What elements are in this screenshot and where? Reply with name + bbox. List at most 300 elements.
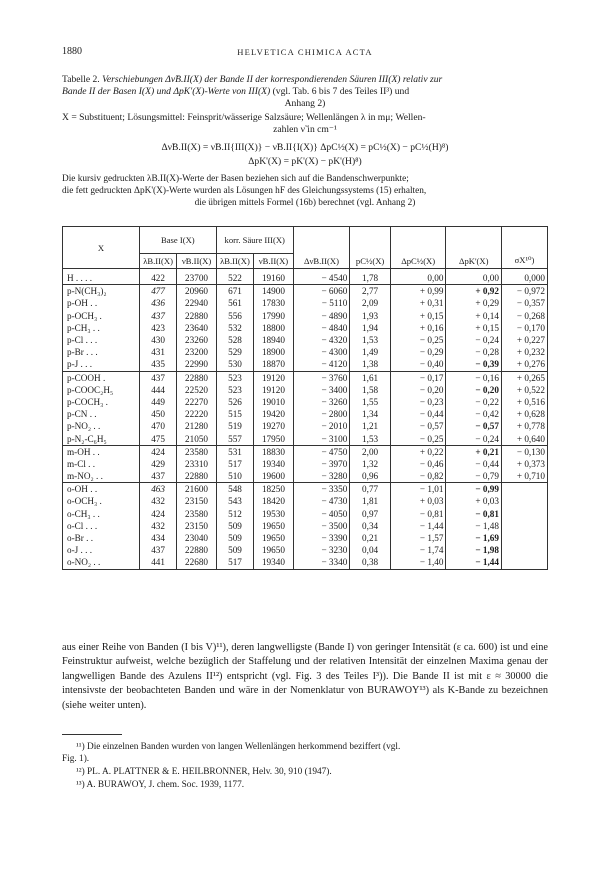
cell-delta-pk: − 0,22 — [446, 396, 502, 408]
cell-sigma — [501, 495, 547, 507]
cell-delta-pc: − 0,23 — [390, 396, 446, 408]
legend-line-2: zahlen ν̃ in cm⁻¹ — [273, 124, 337, 135]
footnote-13: ¹³) A. BURAWOY, J. chem. Soc. 1939, 1177. — [76, 780, 245, 790]
cell-pc: 1,78 — [350, 269, 391, 285]
cell-substituent: m-Cl . . — [63, 458, 140, 470]
cell-delta-pc: − 1,44 — [390, 520, 446, 532]
cell-lambda-acid: 523 — [216, 371, 253, 384]
cell-delta-nu: − 3100 — [293, 432, 350, 445]
cell-lambda-base: 477 — [139, 285, 176, 298]
cell-lambda-acid: 543 — [216, 495, 253, 507]
table-row — [63, 396, 548, 408]
cell-substituent: p-COOH . — [63, 371, 140, 384]
cell-delta-pk: − 0,79 — [446, 470, 502, 483]
cell-delta-pc: − 0,81 — [390, 508, 446, 520]
cell-nu-base: 22880 — [177, 310, 217, 322]
footnote-11-line-2: Fig. 1). — [62, 754, 90, 764]
col-header-nu-base: ν̃B.II(X) — [177, 254, 217, 269]
cell-pc: 1,21 — [350, 420, 391, 432]
cell-pc: 0,21 — [350, 532, 391, 544]
cell-nu-base: 21600 — [177, 483, 217, 496]
col-header-blank-2 — [350, 227, 391, 254]
table-row — [63, 508, 548, 520]
cell-pc: 1,58 — [350, 384, 391, 396]
col-header-blank-3 — [390, 227, 446, 254]
cell-delta-pk: − 0,39 — [446, 358, 502, 371]
cell-lambda-base: 436 — [139, 297, 176, 309]
caption-line2-suffix: (vgl. Tab. 6 bis 7 des Teiles II³) und — [270, 86, 410, 97]
journal-name: HELVETICA CHIMICA ACTA — [237, 47, 373, 57]
cell-nu-base: 22940 — [177, 297, 217, 309]
cell-sigma: + 0,265 — [501, 371, 547, 384]
cell-sigma: − 0,170 — [501, 322, 547, 334]
cell-lambda-acid: 671 — [216, 285, 253, 298]
table-row — [63, 384, 548, 396]
data-table — [62, 226, 548, 570]
cell-pc: 0,38 — [350, 556, 391, 569]
cell-substituent: p-CN . . — [63, 408, 140, 420]
col-header-blank-5 — [501, 227, 547, 254]
cell-delta-pc: + 0,99 — [390, 285, 446, 298]
cell-substituent: H . . . . — [63, 269, 140, 285]
cell-pc: 1,53 — [350, 432, 391, 445]
cell-lambda-acid: 532 — [216, 322, 253, 334]
cell-substituent: o-Cl . . . — [63, 520, 140, 532]
cell-lambda-acid: 530 — [216, 358, 253, 371]
col-header-lambda-acid: λB.II(X) — [216, 254, 253, 269]
cell-delta-nu: − 4120 — [293, 358, 350, 371]
cell-delta-pk: + 0,29 — [446, 297, 502, 309]
cell-delta-pc: 0,00 — [390, 269, 446, 285]
cell-lambda-base: 430 — [139, 334, 176, 346]
cell-sigma — [501, 508, 547, 520]
cell-delta-nu: − 4050 — [293, 508, 350, 520]
cell-nu-acid: 19650 — [254, 532, 294, 544]
cell-delta-nu: − 2010 — [293, 420, 350, 432]
cell-pc: 0,04 — [350, 544, 391, 556]
cell-lambda-base: 441 — [139, 556, 176, 569]
cell-delta-pk: + 0,92 — [446, 285, 502, 298]
cell-pc: 1,49 — [350, 346, 391, 358]
cell-delta-pc: − 0,82 — [390, 470, 446, 483]
cell-delta-pk: − 0,24 — [446, 334, 502, 346]
cell-pc: 2,09 — [350, 297, 391, 309]
cell-lambda-base: 432 — [139, 495, 176, 507]
cell-nu-acid: 19600 — [254, 470, 294, 483]
table-row — [63, 556, 548, 569]
cell-sigma: − 0,268 — [501, 310, 547, 322]
cell-pc: 1,38 — [350, 358, 391, 371]
table-row — [63, 371, 548, 384]
table-row — [63, 445, 548, 458]
cell-lambda-base: 432 — [139, 520, 176, 532]
cell-substituent: p-Br . . . — [63, 346, 140, 358]
cell-sigma — [501, 556, 547, 569]
cell-lambda-acid: 512 — [216, 508, 253, 520]
cell-substituent: m-OH . . — [63, 445, 140, 458]
cell-delta-pk: − 1,48 — [446, 520, 502, 532]
table-row — [63, 297, 548, 309]
cell-nu-acid: 18940 — [254, 334, 294, 346]
col-header-blank-1 — [293, 227, 350, 254]
table-row — [63, 285, 548, 298]
cell-nu-acid: 19650 — [254, 544, 294, 556]
cell-nu-acid: 18250 — [254, 483, 294, 496]
cell-lambda-base: 423 — [139, 322, 176, 334]
caption-prefix: Tabelle 2. — [62, 74, 103, 85]
cell-nu-base: 22990 — [177, 358, 217, 371]
note-line-3: die übrigen mittels Formel (16b) berechnet (vgl. Anhang 2) — [194, 198, 416, 208]
cell-sigma: − 0,972 — [501, 285, 547, 298]
cell-nu-acid: 19270 — [254, 420, 294, 432]
cell-lambda-base: 437 — [139, 371, 176, 384]
cell-substituent: o-J . . . — [63, 544, 140, 556]
cell-lambda-base: 424 — [139, 445, 176, 458]
cell-delta-pc: + 0,16 — [390, 322, 446, 334]
cell-lambda-acid: 561 — [216, 297, 253, 309]
cell-delta-pk: − 0,24 — [446, 432, 502, 445]
cell-delta-pk: + 0,03 — [446, 495, 502, 507]
col-header-delta-nu: Δν̃B.II(X) — [293, 254, 350, 269]
cell-substituent: m-NO₂ . . — [63, 470, 140, 483]
cell-pc: 1,32 — [350, 458, 391, 470]
footnote-rule — [62, 734, 122, 735]
cell-lambda-acid: 526 — [216, 396, 253, 408]
page-header — [62, 46, 548, 60]
cell-nu-base: 23200 — [177, 346, 217, 358]
cell-lambda-base: 429 — [139, 458, 176, 470]
cell-delta-nu: − 3280 — [293, 470, 350, 483]
cell-nu-acid: 19010 — [254, 396, 294, 408]
cell-substituent: p-COOC₂H₅ — [63, 384, 140, 396]
col-header-lambda-base: λB.II(X) — [139, 254, 176, 269]
cell-nu-acid: 18870 — [254, 358, 294, 371]
footnote-12: ¹²) PL. A. PLATTNER & E. HEILBRONNER, Helv. 30, 910 (1947). — [76, 767, 332, 777]
cell-delta-pc: + 0,03 — [390, 495, 446, 507]
cell-delta-pk: − 1,98 — [446, 544, 502, 556]
col-header-delta-pk: ΔpK'(X) — [446, 254, 502, 269]
cell-delta-pc: + 0,22 — [390, 445, 446, 458]
cell-nu-base: 23700 — [177, 269, 217, 285]
cell-lambda-base: 450 — [139, 408, 176, 420]
cell-delta-pc: + 0,31 — [390, 297, 446, 309]
cell-nu-base: 20960 — [177, 285, 217, 298]
cell-nu-base: 23310 — [177, 458, 217, 470]
cell-nu-acid: 19530 — [254, 508, 294, 520]
cell-delta-pc: + 0,15 — [390, 310, 446, 322]
cell-sigma: + 0,710 — [501, 470, 547, 483]
table-row — [63, 420, 548, 432]
cell-nu-base: 22220 — [177, 408, 217, 420]
table-row — [63, 495, 548, 507]
cell-delta-pc: − 0,29 — [390, 346, 446, 358]
cell-substituent: o-OH . . — [63, 483, 140, 496]
cell-sigma: + 0,276 — [501, 358, 547, 371]
cell-substituent: p-N₂-C₆H₅ — [63, 432, 140, 445]
table-caption — [62, 74, 548, 110]
cell-substituent: o-NO₂ . . — [63, 556, 140, 569]
cell-delta-pk: 0,00 — [446, 269, 502, 285]
cell-delta-pc: − 0,17 — [390, 371, 446, 384]
cell-delta-pc: − 0,57 — [390, 420, 446, 432]
cell-pc: 0,96 — [350, 470, 391, 483]
note-line-2: die fett gedruckten ΔpK'(X)-Werte wurden als Lösungen hF des Gleichungssystems (15) erhalten, — [62, 186, 427, 196]
table-row — [63, 322, 548, 334]
cell-substituent: p-OCH₃ . — [63, 310, 140, 322]
cell-delta-pk: − 0,57 — [446, 420, 502, 432]
cell-sigma: + 0,640 — [501, 432, 547, 445]
cell-pc: 1,53 — [350, 334, 391, 346]
cell-nu-acid: 17990 — [254, 310, 294, 322]
cell-lambda-acid: 515 — [216, 408, 253, 420]
cell-pc: 1,94 — [350, 322, 391, 334]
cell-delta-nu: − 4890 — [293, 310, 350, 322]
cell-lambda-acid: 528 — [216, 334, 253, 346]
cell-delta-nu: − 4300 — [293, 346, 350, 358]
cell-sigma: + 0,232 — [501, 346, 547, 358]
cell-nu-acid: 19160 — [254, 269, 294, 285]
cell-delta-nu: − 4540 — [293, 269, 350, 285]
cell-delta-pc: − 1,74 — [390, 544, 446, 556]
cell-delta-pk: − 0,42 — [446, 408, 502, 420]
col-header-x: X — [63, 227, 140, 269]
cell-lambda-base: 444 — [139, 384, 176, 396]
cell-nu-acid: 18830 — [254, 445, 294, 458]
cell-nu-acid: 19120 — [254, 384, 294, 396]
cell-delta-nu: − 3970 — [293, 458, 350, 470]
cell-lambda-base: 437 — [139, 544, 176, 556]
cell-pc: 0,34 — [350, 520, 391, 532]
formula-line-1: Δν̃B.II(X) = ν̃B.II{III(X)} − ν̃B.II{I(X)} ΔpC½(X) = pC½(X) − pC½(H)⁸) — [161, 142, 449, 153]
cell-delta-pc: − 0,44 — [390, 408, 446, 420]
formula-line-2: ΔpK'(X) = pK'(X) − pK'(H)⁸) — [248, 156, 362, 167]
cell-delta-pc: − 0,46 — [390, 458, 446, 470]
cell-sigma: + 0,522 — [501, 384, 547, 396]
cell-delta-nu: − 2800 — [293, 408, 350, 420]
cell-delta-pk: − 0,99 — [446, 483, 502, 496]
cell-lambda-base: 434 — [139, 532, 176, 544]
cell-sigma: − 0,130 — [501, 445, 547, 458]
cell-delta-pc: − 0,40 — [390, 358, 446, 371]
cell-substituent: p-CH₃ . . — [63, 322, 140, 334]
cell-sigma: + 0,628 — [501, 408, 547, 420]
cell-delta-nu: − 3260 — [293, 396, 350, 408]
table-row — [63, 310, 548, 322]
table-row — [63, 269, 548, 285]
cell-lambda-base: 475 — [139, 432, 176, 445]
cell-lambda-base: 431 — [139, 346, 176, 358]
cell-lambda-acid: 529 — [216, 346, 253, 358]
table-row — [63, 432, 548, 445]
cell-delta-nu: − 3350 — [293, 483, 350, 496]
cell-lambda-acid: 517 — [216, 556, 253, 569]
cell-sigma — [501, 544, 547, 556]
cell-lambda-acid: 509 — [216, 520, 253, 532]
caption-line2: Bande II der Basen I(X) und ΔpK'(X)-Werte von III(X) — [62, 86, 271, 97]
cell-nu-base: 22270 — [177, 396, 217, 408]
col-header-delta-pc: ΔpC½(X) — [390, 254, 446, 269]
table-row — [63, 483, 548, 496]
cell-substituent: p-OH . . — [63, 297, 140, 309]
cell-lambda-acid: 509 — [216, 532, 253, 544]
cell-sigma: + 0,373 — [501, 458, 547, 470]
cell-lambda-acid: 548 — [216, 483, 253, 496]
cell-delta-pk: − 1,69 — [446, 532, 502, 544]
table-row — [63, 470, 548, 483]
cell-lambda-acid: 556 — [216, 310, 253, 322]
col-header-base: Base I(X) — [139, 227, 216, 254]
body-paragraph: aus einer Reihe von Banden (I bis V)¹¹), deren langwelligste (Bande I) von geringer Intensität (ε ca. 600) ist und eine Feinstruktur aufweist, welche bezüglich der Staffelung und der relativen Intensität der einzelnen Maxima genau der langwelligen Bande des Azulens II¹²) entspricht (vgl. Fig. 3 des Teiles I³)). Die Bande II ist mit ε ≈ 30000 die intensivste der beobachteten Banden und wäre in der Nomenklatur von BURAWOY¹³) als K-Bande zu bezeichnen (siehe weiter unten). — [62, 642, 548, 711]
cell-nu-base: 22880 — [177, 371, 217, 384]
cell-nu-acid: 19420 — [254, 408, 294, 420]
cell-lambda-base: 437 — [139, 310, 176, 322]
cell-delta-pc: − 1,57 — [390, 532, 446, 544]
cell-substituent: p-J . . . — [63, 358, 140, 371]
cell-pc: 1,34 — [350, 408, 391, 420]
cell-pc: 2,00 — [350, 445, 391, 458]
cell-substituent: p-COCH₃ . — [63, 396, 140, 408]
cell-nu-base: 21050 — [177, 432, 217, 445]
cell-substituent: o-CH₃ . . — [63, 508, 140, 520]
cell-lambda-base: 437 — [139, 470, 176, 483]
table-row — [63, 358, 548, 371]
cell-delta-nu: − 3400 — [293, 384, 350, 396]
cell-lambda-base: 424 — [139, 508, 176, 520]
legend-line-1: X = Substituent; Lösungsmittel: Feinsprit/wässerige Salzsäure; Wellenlängen λ in mμ; Wellen- — [62, 112, 426, 123]
cell-delta-nu: − 4750 — [293, 445, 350, 458]
cell-nu-base: 23640 — [177, 322, 217, 334]
cell-delta-nu: − 3340 — [293, 556, 350, 569]
cell-nu-base: 22680 — [177, 556, 217, 569]
table-row — [63, 334, 548, 346]
table-row — [63, 346, 548, 358]
cell-delta-pk: + 0,15 — [446, 322, 502, 334]
cell-delta-nu: − 3390 — [293, 532, 350, 544]
page-number: 1880 — [62, 46, 82, 57]
cell-nu-base: 23150 — [177, 495, 217, 507]
cell-nu-acid: 17830 — [254, 297, 294, 309]
cell-delta-nu: − 3500 — [293, 520, 350, 532]
table-row — [63, 520, 548, 532]
cell-substituent: p-NO₂ . . — [63, 420, 140, 432]
cell-pc: 0,97 — [350, 508, 391, 520]
cell-nu-acid: 18900 — [254, 346, 294, 358]
cell-delta-pk: − 0,81 — [446, 508, 502, 520]
cell-nu-acid: 18420 — [254, 495, 294, 507]
cell-nu-base: 22880 — [177, 470, 217, 483]
cell-pc: 1,55 — [350, 396, 391, 408]
table-row — [63, 458, 548, 470]
cell-lambda-acid: 517 — [216, 458, 253, 470]
cell-substituent: p-N(CH₃)₂ — [63, 285, 140, 298]
cell-lambda-acid: 522 — [216, 269, 253, 285]
cell-nu-base: 23580 — [177, 508, 217, 520]
cell-substituent: o-OCH₃ . — [63, 495, 140, 507]
cell-lambda-acid: 509 — [216, 544, 253, 556]
cell-nu-base: 23260 — [177, 334, 217, 346]
cell-delta-nu: − 5110 — [293, 297, 350, 309]
cell-delta-nu: − 3230 — [293, 544, 350, 556]
cell-sigma — [501, 520, 547, 532]
cell-sigma: + 0,227 — [501, 334, 547, 346]
cell-sigma: − 0,357 — [501, 297, 547, 309]
cell-lambda-base: 435 — [139, 358, 176, 371]
cell-delta-pk: − 1,44 — [446, 556, 502, 569]
col-header-pc: pC½(X) — [350, 254, 391, 269]
cell-sigma — [501, 483, 547, 496]
cell-delta-pc: − 0,25 — [390, 334, 446, 346]
cell-nu-acid: 18800 — [254, 322, 294, 334]
cell-delta-pc: − 1,01 — [390, 483, 446, 496]
cell-lambda-base: 422 — [139, 269, 176, 285]
table-row — [63, 544, 548, 556]
cell-nu-acid: 19120 — [254, 371, 294, 384]
cell-delta-nu: − 4730 — [293, 495, 350, 507]
cell-sigma: 0,000 — [501, 269, 547, 285]
table-body — [63, 269, 548, 570]
cell-delta-nu: − 3760 — [293, 371, 350, 384]
cell-pc: 1,81 — [350, 495, 391, 507]
cell-lambda-acid: 523 — [216, 384, 253, 396]
cell-lambda-acid: 531 — [216, 445, 253, 458]
cell-delta-pk: + 0,21 — [446, 445, 502, 458]
cell-nu-acid: 17950 — [254, 432, 294, 445]
col-header-blank-4 — [446, 227, 502, 254]
cell-nu-base: 22880 — [177, 544, 217, 556]
caption-line1: Verschiebungen Δν̃B.II(X) der Bande II der korrespondierenden Säuren III(X) relativ zur — [102, 74, 443, 85]
cell-sigma — [501, 532, 547, 544]
cell-delta-nu: − 4320 — [293, 334, 350, 346]
cell-pc: 2,77 — [350, 285, 391, 298]
cell-pc: 0,77 — [350, 483, 391, 496]
cell-nu-base: 23150 — [177, 520, 217, 532]
cell-nu-acid: 19650 — [254, 520, 294, 532]
col-header-acid: korr. Säure III(X) — [216, 227, 293, 254]
cell-delta-pc: − 0,25 — [390, 432, 446, 445]
cell-lambda-acid: 557 — [216, 432, 253, 445]
footnote-11-line-1: ¹¹) Die einzelnen Banden wurden von langen Wellenlängen herkommend beziffert (vgl. — [76, 742, 401, 752]
cell-substituent: p-Cl . . . — [63, 334, 140, 346]
caption-line3: Anhang 2) — [284, 98, 326, 109]
cell-nu-base: 22520 — [177, 384, 217, 396]
cell-lambda-acid: 519 — [216, 420, 253, 432]
cell-nu-acid: 19340 — [254, 458, 294, 470]
cell-sigma: + 0,778 — [501, 420, 547, 432]
cell-nu-acid: 19340 — [254, 556, 294, 569]
cell-lambda-base: 449 — [139, 396, 176, 408]
col-header-nu-acid: ν̃B.II(X) — [254, 254, 294, 269]
cell-delta-pc: − 0,20 — [390, 384, 446, 396]
cell-sigma: + 0,516 — [501, 396, 547, 408]
cell-lambda-acid: 510 — [216, 470, 253, 483]
table-row — [63, 532, 548, 544]
cell-delta-pk: − 0,16 — [446, 371, 502, 384]
cell-delta-pc: − 1,40 — [390, 556, 446, 569]
col-header-sigma: σX¹⁰) — [501, 254, 547, 269]
table-row — [63, 408, 548, 420]
cell-lambda-base: 463 — [139, 483, 176, 496]
cell-nu-base: 23040 — [177, 532, 217, 544]
cell-delta-nu: − 4840 — [293, 322, 350, 334]
cell-delta-nu: − 6060 — [293, 285, 350, 298]
cell-delta-pk: + 0,14 — [446, 310, 502, 322]
cell-pc: 1,93 — [350, 310, 391, 322]
cell-delta-pk: − 0,28 — [446, 346, 502, 358]
cell-nu-acid: 14900 — [254, 285, 294, 298]
cell-delta-pk: − 0,44 — [446, 458, 502, 470]
cell-pc: 1,61 — [350, 371, 391, 384]
cell-delta-pk: − 0,20 — [446, 384, 502, 396]
